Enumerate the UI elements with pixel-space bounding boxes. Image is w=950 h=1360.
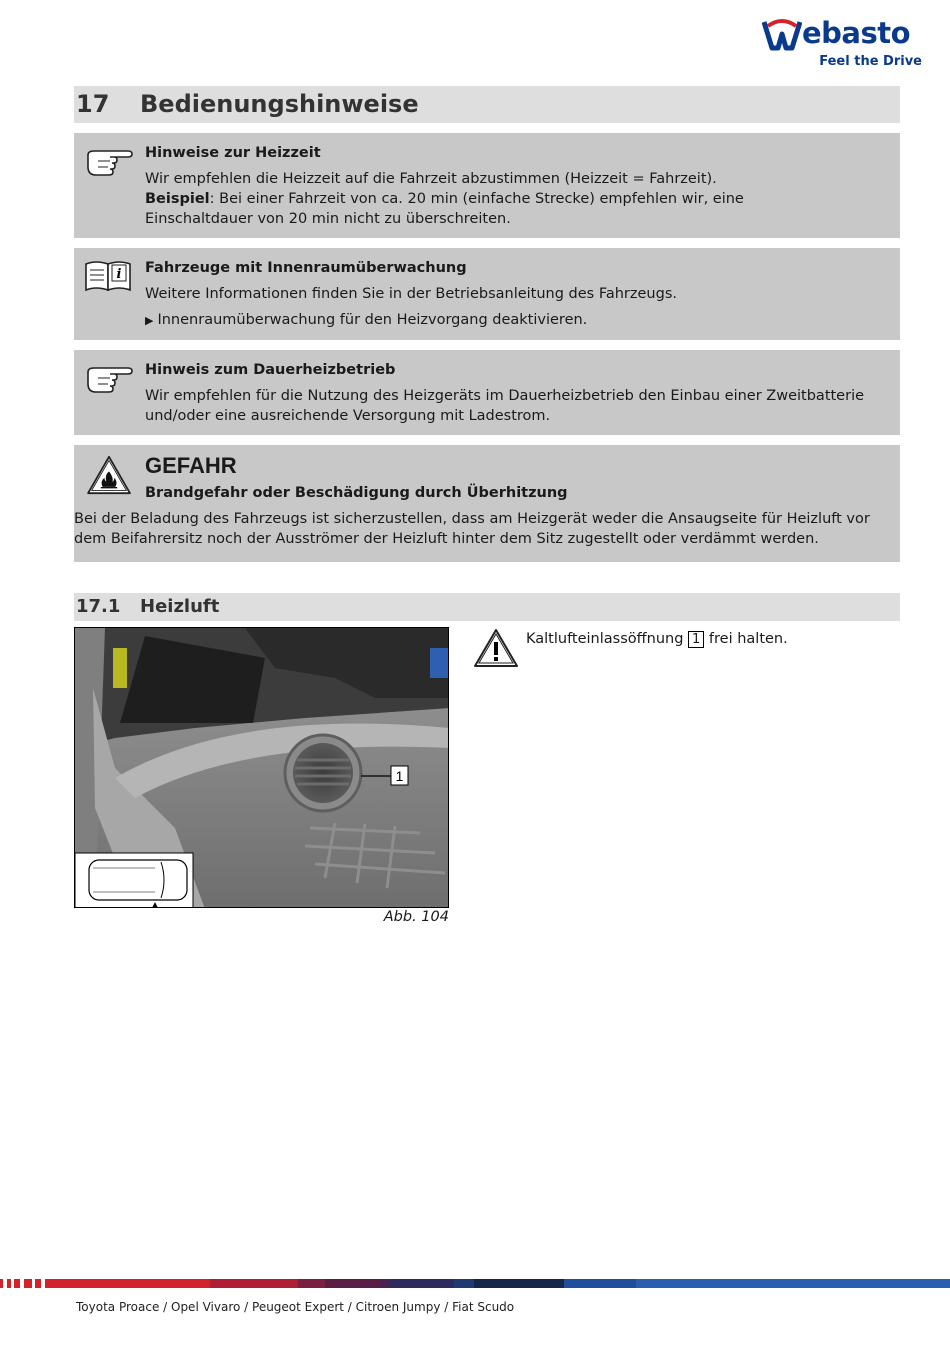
- section-heading: [74, 593, 900, 621]
- pointing-hand-icon: [84, 358, 134, 398]
- brand-wordmark: ebasto: [802, 16, 911, 50]
- note-title: Fahrzeuge mit Innenraumüberwachung: [145, 260, 467, 276]
- fire-warning-icon: [84, 455, 134, 495]
- danger-text: Bei der Beladung des Fahrzeugs ist sicherzustellen, dass am Heizgerät weder die Ansaugseite für Heizluft vor dem Beifahrersitz noch der Ausströmer der Heizluft hinter dem Sitz zugestellt oder verdämmt werden.: [74, 511, 870, 547]
- danger-label: GEFAHR: [145, 453, 237, 478]
- chapter-title: Bedienungshinweise: [140, 90, 419, 118]
- note-interior-monitoring: [74, 248, 900, 340]
- note-title: Hinweise zur Heizzeit: [145, 145, 321, 161]
- note-text: Weitere Informationen finden Sie in der Betriebsanleitung des Fahrzeugs.: [145, 286, 677, 302]
- danger-box: [74, 445, 900, 562]
- warning-ref: 1: [688, 631, 704, 648]
- figure-photo: [74, 627, 449, 908]
- note-bullet: [145, 310, 894, 331]
- interior-illustration: [75, 628, 449, 908]
- pointing-hand-icon: [84, 141, 134, 181]
- note-text: Wir empfehlen für die Nutzung des Heizgeräts im Dauerheizbetrieb den Einbau einer Zweitbatterie und/oder eine ausreichende Versorgung mit Ladestrom.: [145, 388, 865, 424]
- bullet-arrow-icon: ▶: [145, 314, 154, 327]
- note-heating-time: [74, 133, 900, 238]
- footer-text: Toyota Proace / Opel Vivaro / Peugeot Expert / Citroen Jumpy / Fiat Scudo: [76, 1300, 515, 1314]
- example-label: Beispiel: [145, 191, 210, 207]
- example-text: : Bei einer Fahrzeit von ca. 20 min (einfache Strecke) empfehlen wir, eine Einschaltdauer von 20 min nicht zu überschreiten.: [145, 191, 744, 227]
- chapter-number: 17: [76, 90, 110, 118]
- danger-title: Brandgefahr oder Beschädigung durch Überhitzung: [145, 485, 568, 501]
- chapter-heading: [74, 86, 900, 123]
- warning-text: [526, 629, 788, 649]
- figure-caption: Abb. 104: [383, 909, 449, 925]
- warning-triangle-icon: [473, 628, 519, 668]
- info-book-icon: [84, 256, 134, 296]
- footer-color-stripe: [0, 1279, 950, 1288]
- bullet-text: Innenraumüberwachung für den Heizvorgang deaktivieren.: [157, 312, 588, 328]
- warning-text-after: frei halten.: [704, 631, 788, 647]
- section-title: Heizluft: [140, 596, 220, 617]
- brand-tagline: Feel the Drive: [819, 54, 922, 69]
- note-continuous-heating: [74, 350, 900, 435]
- note-example: [145, 189, 855, 229]
- webasto-logo: [762, 14, 922, 70]
- note-title: Hinweis zum Dauerheizbetrieb: [145, 362, 396, 378]
- section-number: 17.1: [76, 596, 121, 617]
- warning-text-before: Kaltlufteinlassöffnung: [526, 631, 689, 647]
- figure-callout: 1: [395, 768, 404, 784]
- note-text: Wir empfehlen die Heizzeit auf die Fahrzeit abzustimmen (Heizzeit = Fahrzeit).: [145, 171, 717, 187]
- svg-text:i: i: [116, 267, 122, 282]
